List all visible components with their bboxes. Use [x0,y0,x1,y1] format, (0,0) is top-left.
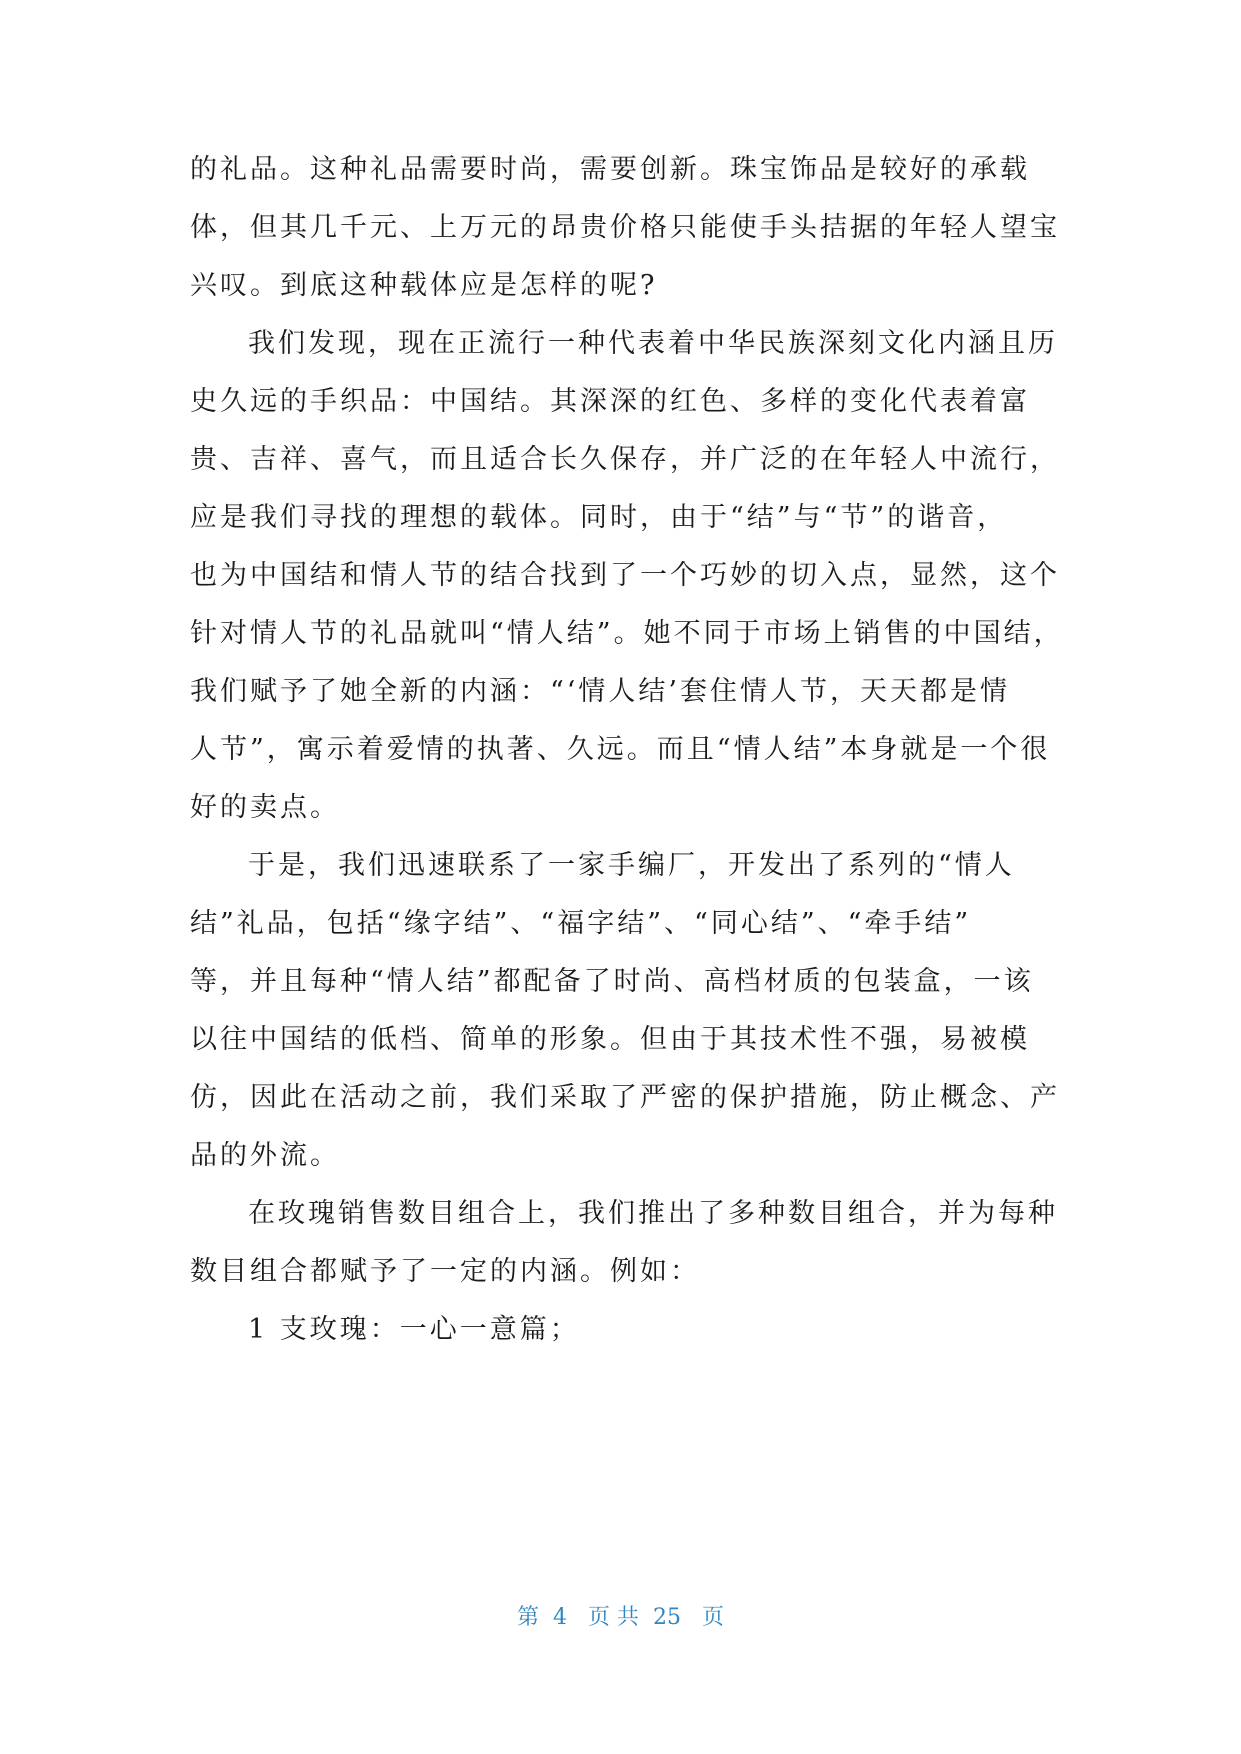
text-line: 兴叹。到底这种载体应是怎样的呢? [190,270,658,301]
text-line: 人节”，寓示着爱情的执著、久远。而且“情人结”本身就是一个很 [190,734,1051,765]
text-line: 结”礼品，包括“缘字结”、“福字结”、“同心结”、“牵手结” [190,908,972,939]
text-line: 贵、吉祥、喜气，而且适合长久保存，并广泛的在年轻人中流行， [190,444,1060,475]
text-line: 品的外流。 [190,1140,340,1171]
text-line: 针对情人节的礼品就叫“情人结”。她不同于市场上销售的中国结， [190,618,1064,649]
text-line: 我们赋予了她全新的内涵：“‘情人结’套住情人节，天天都是情 [190,676,1010,707]
text-line: 也为中国结和情人节的结合找到了一个巧妙的切入点，显然，这个 [190,560,1060,591]
text-line: 史久远的手织品：中国结。其深深的红色、多样的变化代表着富 [190,386,1030,417]
text-line: 应是我们寻找的理想的载体。同时，由于“结”与“节”的谐音， [190,502,1008,533]
text-line-indented: 我们发现，现在正流行一种代表着中华民族深刻文化内涵且历 [248,328,1058,359]
page-footer: 第 4 页 共 25 页 [517,1605,724,1630]
text-line: 仿，因此在活动之前，我们采取了严密的保护措施，防止概念、产 [190,1082,1060,1113]
text-line: 好的卖点。 [190,792,340,823]
text-line: 等，并且每种“情人结”都配备了时尚、高档材质的包装盒，一该 [190,966,1034,997]
text-line: 以往中国结的低档、简单的形象。但由于其技术性不强，易被模 [190,1024,1030,1055]
text-line-indented: 于是，我们迅速联系了一家手编厂，开发出了系列的“情人 [248,850,1015,881]
text-line-indented: 在玫瑰销售数目组合上，我们推出了多种数目组合，并为每种 [248,1198,1058,1229]
text-line-indented: 1 支玫瑰：一心一意篇； [248,1314,580,1345]
text-line: 的礼品。这种礼品需要时尚，需要创新。珠宝饰品是较好的承载 [190,154,1030,185]
text-line: 数目组合都赋予了一定的内涵。例如： [190,1256,700,1287]
text-line: 体，但其几千元、上万元的昂贵价格只能使手头拮据的年轻人望宝 [190,212,1060,243]
